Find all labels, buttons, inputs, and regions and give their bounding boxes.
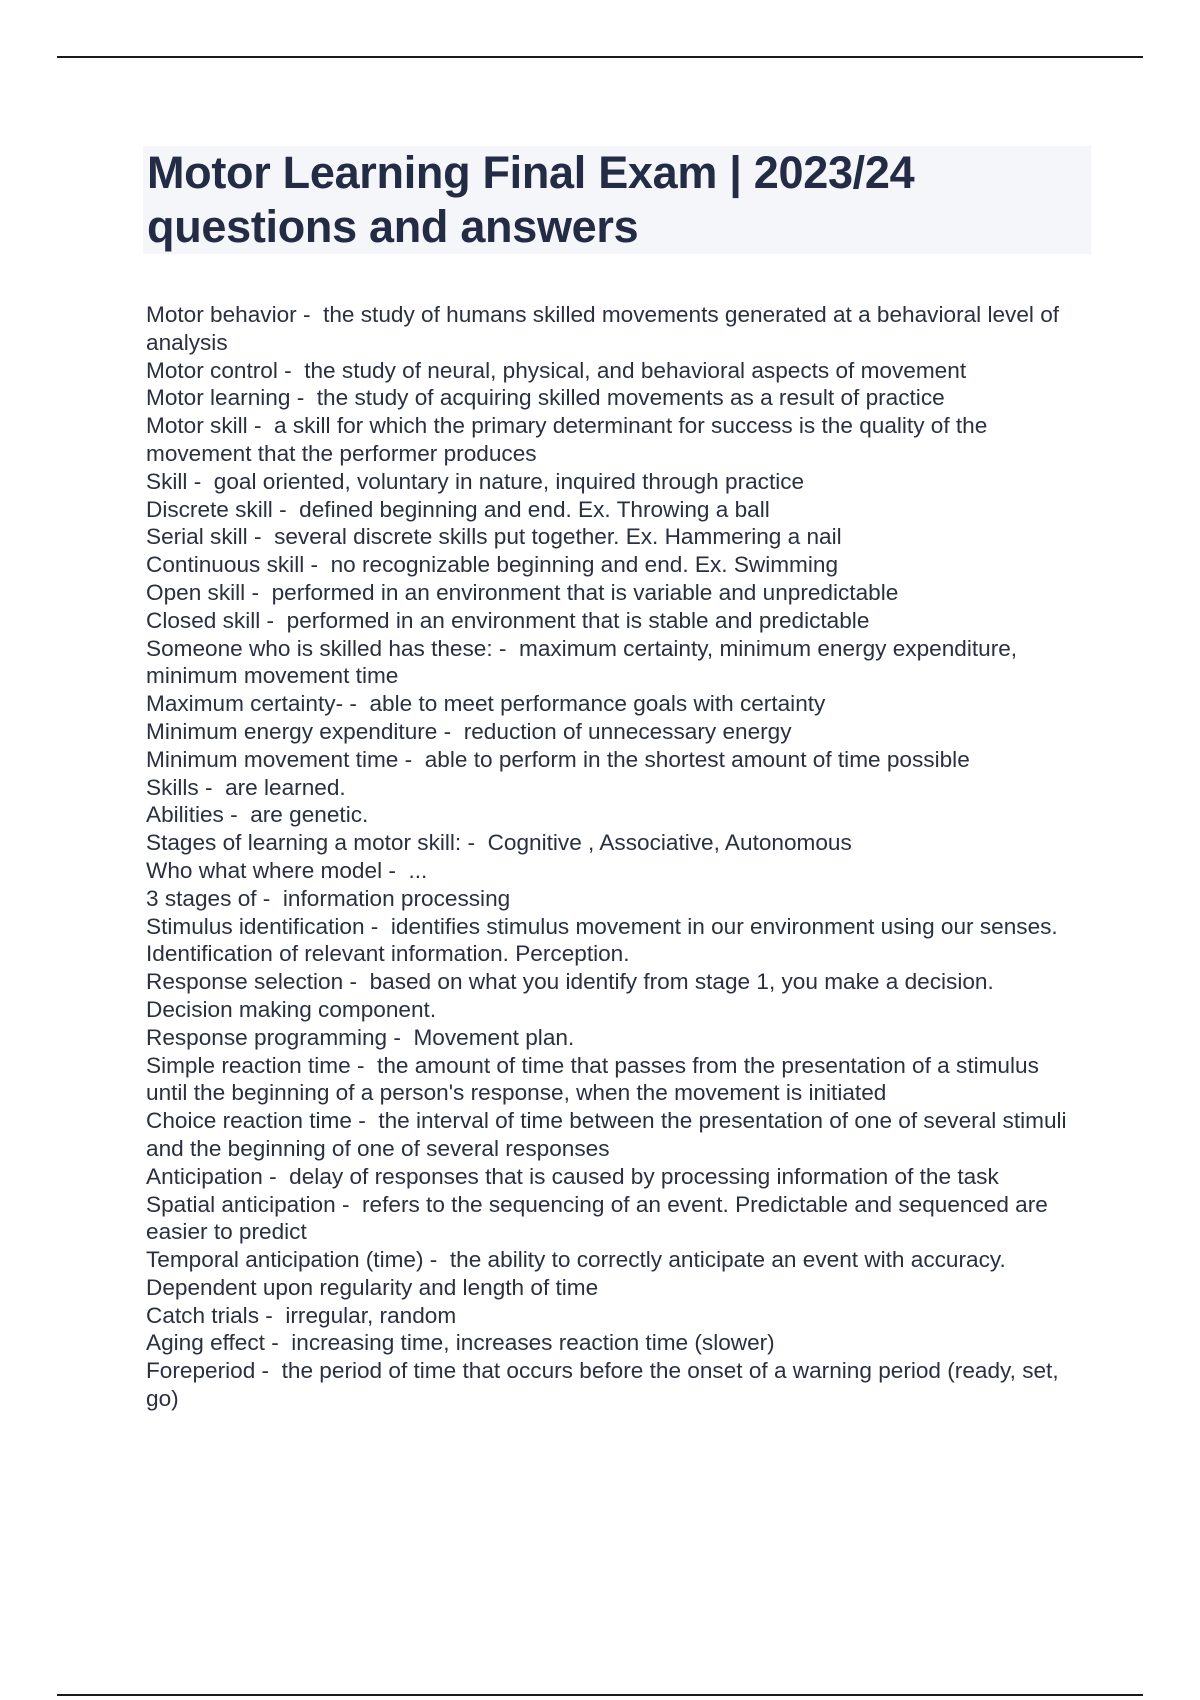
list-item [146, 635, 1086, 691]
list-item [146, 968, 1086, 1024]
entry-separator: - [335, 1191, 363, 1217]
list-item [146, 1302, 1086, 1330]
entry-term: Stages of learning a motor skill: [146, 830, 462, 856]
entry-separator: - [223, 802, 251, 828]
list-item [146, 1163, 1086, 1191]
entry-separator: - [437, 718, 464, 744]
entry-separator: - [351, 1108, 379, 1134]
entry-separator: - [304, 552, 331, 578]
entry-definition: no recognizable beginning and end. Ex. Swimming [330, 552, 839, 578]
list-item [146, 579, 1086, 607]
entry-separator: - [260, 607, 287, 633]
list-item [146, 829, 1086, 857]
entry-term: Stimulus identification [146, 913, 365, 939]
list-item [146, 301, 1086, 357]
entry-term: Maximum certainty- [146, 691, 344, 717]
list-item [146, 496, 1086, 524]
entry-separator: - [247, 524, 275, 550]
list-item [146, 1107, 1086, 1163]
entry-term: Temporal anticipation (time) [146, 1247, 424, 1273]
entry-definition: the study of neural, physical, and behavioral aspects of movement [304, 357, 967, 383]
entry-term: Abilities [146, 802, 224, 828]
list-item [146, 1329, 1086, 1357]
entry-term: Motor learning [146, 385, 291, 411]
entry-definition: refers to the sequencing of an event. Predictable and sequenced are easier to predict [146, 1191, 1048, 1245]
entry-separator: - [272, 496, 300, 522]
list-item [146, 1357, 1086, 1413]
list-item [146, 523, 1086, 551]
entry-definition: performed in an environment that is variable and unpredictable [271, 579, 899, 605]
entry-term: Aging effect [146, 1330, 265, 1356]
bottom-rule [57, 1694, 1143, 1696]
entry-separator: - [262, 1163, 290, 1189]
entry-definition: information processing [282, 885, 511, 911]
title-block [143, 146, 1091, 254]
entry-separator: - [350, 1052, 378, 1078]
entry-term: Skill [146, 468, 188, 494]
list-item [146, 774, 1086, 802]
list-item [146, 412, 1086, 468]
entry-definition: maximum certainty, minimum energy expenditure, minimum movement time [146, 635, 1018, 689]
entry-separator: - [492, 635, 519, 661]
entry-definition: reduction of unnecessary energy [463, 718, 792, 744]
entry-definition: based on what you identify from stage 1, you make a decision. Decision making component. [146, 969, 994, 1022]
entry-separator: - [382, 857, 409, 883]
entry-separator: - [187, 468, 214, 494]
entry-term: Motor skill [146, 413, 248, 439]
entry-separator: - [256, 885, 283, 911]
entry-definition: able to meet performance goals with certainty [369, 691, 826, 717]
entry-definition: goal oriented, voluntary in nature, inquired through practice [213, 468, 805, 494]
entry-definition: ... [408, 857, 428, 883]
list-item [146, 690, 1086, 718]
entry-separator: - [423, 1247, 450, 1273]
entry-definition: irregular, random [285, 1302, 457, 1328]
entry-separator: - [398, 746, 425, 772]
entry-term: Catch trials [146, 1302, 260, 1328]
entry-term: Response selection [146, 969, 344, 995]
entry-separator: - [247, 413, 275, 439]
entry-definition: performed in an environment that is stable and predictable [286, 607, 870, 633]
list-item [146, 1024, 1086, 1052]
entry-definition: identifies stimulus movement in our environment using our senses. Identification of relevant information. Perception. [146, 913, 1058, 967]
list-item [146, 718, 1086, 746]
entry-term: Simple reaction time [146, 1052, 351, 1078]
entry-separator: - [343, 691, 370, 717]
list-item [146, 551, 1086, 579]
entry-definition: the ability to correctly anticipate an event with accuracy. Dependent upon regularity and length of time [146, 1247, 1006, 1300]
entry-term: Spatial anticipation [146, 1191, 336, 1217]
entry-term: Open skill [146, 579, 246, 605]
entry-definition: the study of humans skilled movements generated at a behavioral level of analysis [146, 302, 1060, 355]
entry-definition: delay of responses that is caused by processing information of the task [289, 1163, 999, 1189]
entry-term: 3 stages of [146, 885, 257, 911]
entry-term: Choice reaction time [146, 1108, 352, 1134]
top-rule [57, 56, 1143, 58]
entry-separator: - [245, 579, 272, 605]
entry-term: Skills [146, 774, 199, 800]
entry-term: Foreperiod [146, 1358, 256, 1384]
list-item [146, 801, 1086, 829]
entry-definition: several discrete skills put together. Ex. Hammering a nail [274, 524, 842, 550]
entry-separator: - [290, 385, 317, 411]
entry-separator: - [255, 1358, 282, 1384]
entry-definition: Movement plan. [413, 1024, 575, 1050]
entry-term: Who what where model [146, 857, 383, 883]
entry-term: Motor behavior [146, 302, 297, 327]
list-item [146, 357, 1086, 385]
entry-term: Minimum energy expenditure [146, 718, 438, 744]
list-item [146, 384, 1086, 412]
entry-definition: increasing time, increases reaction time (slower) [291, 1330, 775, 1356]
list-item [146, 1191, 1086, 1247]
entry-definition: the period of time that occurs before the onset of a warning period (ready, set, go) [146, 1358, 1059, 1412]
entry-definition: are genetic. [250, 802, 369, 828]
entry-term: Anticipation [146, 1163, 263, 1189]
entry-term: Serial skill [146, 524, 248, 550]
list-item [146, 1246, 1086, 1302]
list-item [146, 857, 1086, 885]
entry-separator: - [364, 913, 391, 939]
list-item [146, 746, 1086, 774]
document-title: Motor Learning Final Exam | 2023/24 questions and answers [147, 147, 915, 252]
entry-term: Continuous skill [146, 552, 305, 578]
list-item [146, 468, 1086, 496]
entry-term: Response programming [146, 1024, 388, 1050]
entry-definition: the amount of time that passes from the presentation of a stimulus until the beginning of a person's response, when the movement is initiated [146, 1052, 1039, 1106]
entry-list [146, 301, 1086, 1413]
entry-term: Someone who is skilled has these: [146, 635, 493, 661]
entry-definition: the interval of time between the presentation of one of several stimuli and the beginning of one of several responses [146, 1108, 1067, 1161]
entry-separator: - [387, 1024, 414, 1050]
entry-separator: - [461, 830, 488, 856]
entry-term: Motor control [146, 357, 278, 383]
entry-separator: - [296, 302, 324, 327]
entry-definition: are learned. [225, 774, 346, 800]
entry-separator: - [259, 1302, 286, 1328]
entry-separator: - [343, 969, 370, 995]
entry-separator: - [198, 774, 226, 800]
entry-definition: defined beginning and end. Ex. Throwing a ball [299, 496, 770, 522]
list-item [146, 885, 1086, 913]
entry-definition: a skill for which the primary determinant for success is the quality of the movement that the performer produces [146, 413, 988, 466]
entry-definition: able to perform in the shortest amount of time possible [424, 746, 970, 772]
entry-separator: - [264, 1330, 292, 1356]
list-item [146, 607, 1086, 635]
entry-separator: - [277, 357, 305, 383]
entry-term: Minimum movement time [146, 746, 399, 772]
list-item [146, 1052, 1086, 1108]
entry-term: Closed skill [146, 607, 261, 633]
entry-definition: the study of acquiring skilled movements as a result of practice [316, 385, 945, 411]
entry-definition: Cognitive , Associative, Autonomous [487, 830, 852, 856]
entry-term: Discrete skill [146, 496, 273, 522]
list-item [146, 913, 1086, 969]
